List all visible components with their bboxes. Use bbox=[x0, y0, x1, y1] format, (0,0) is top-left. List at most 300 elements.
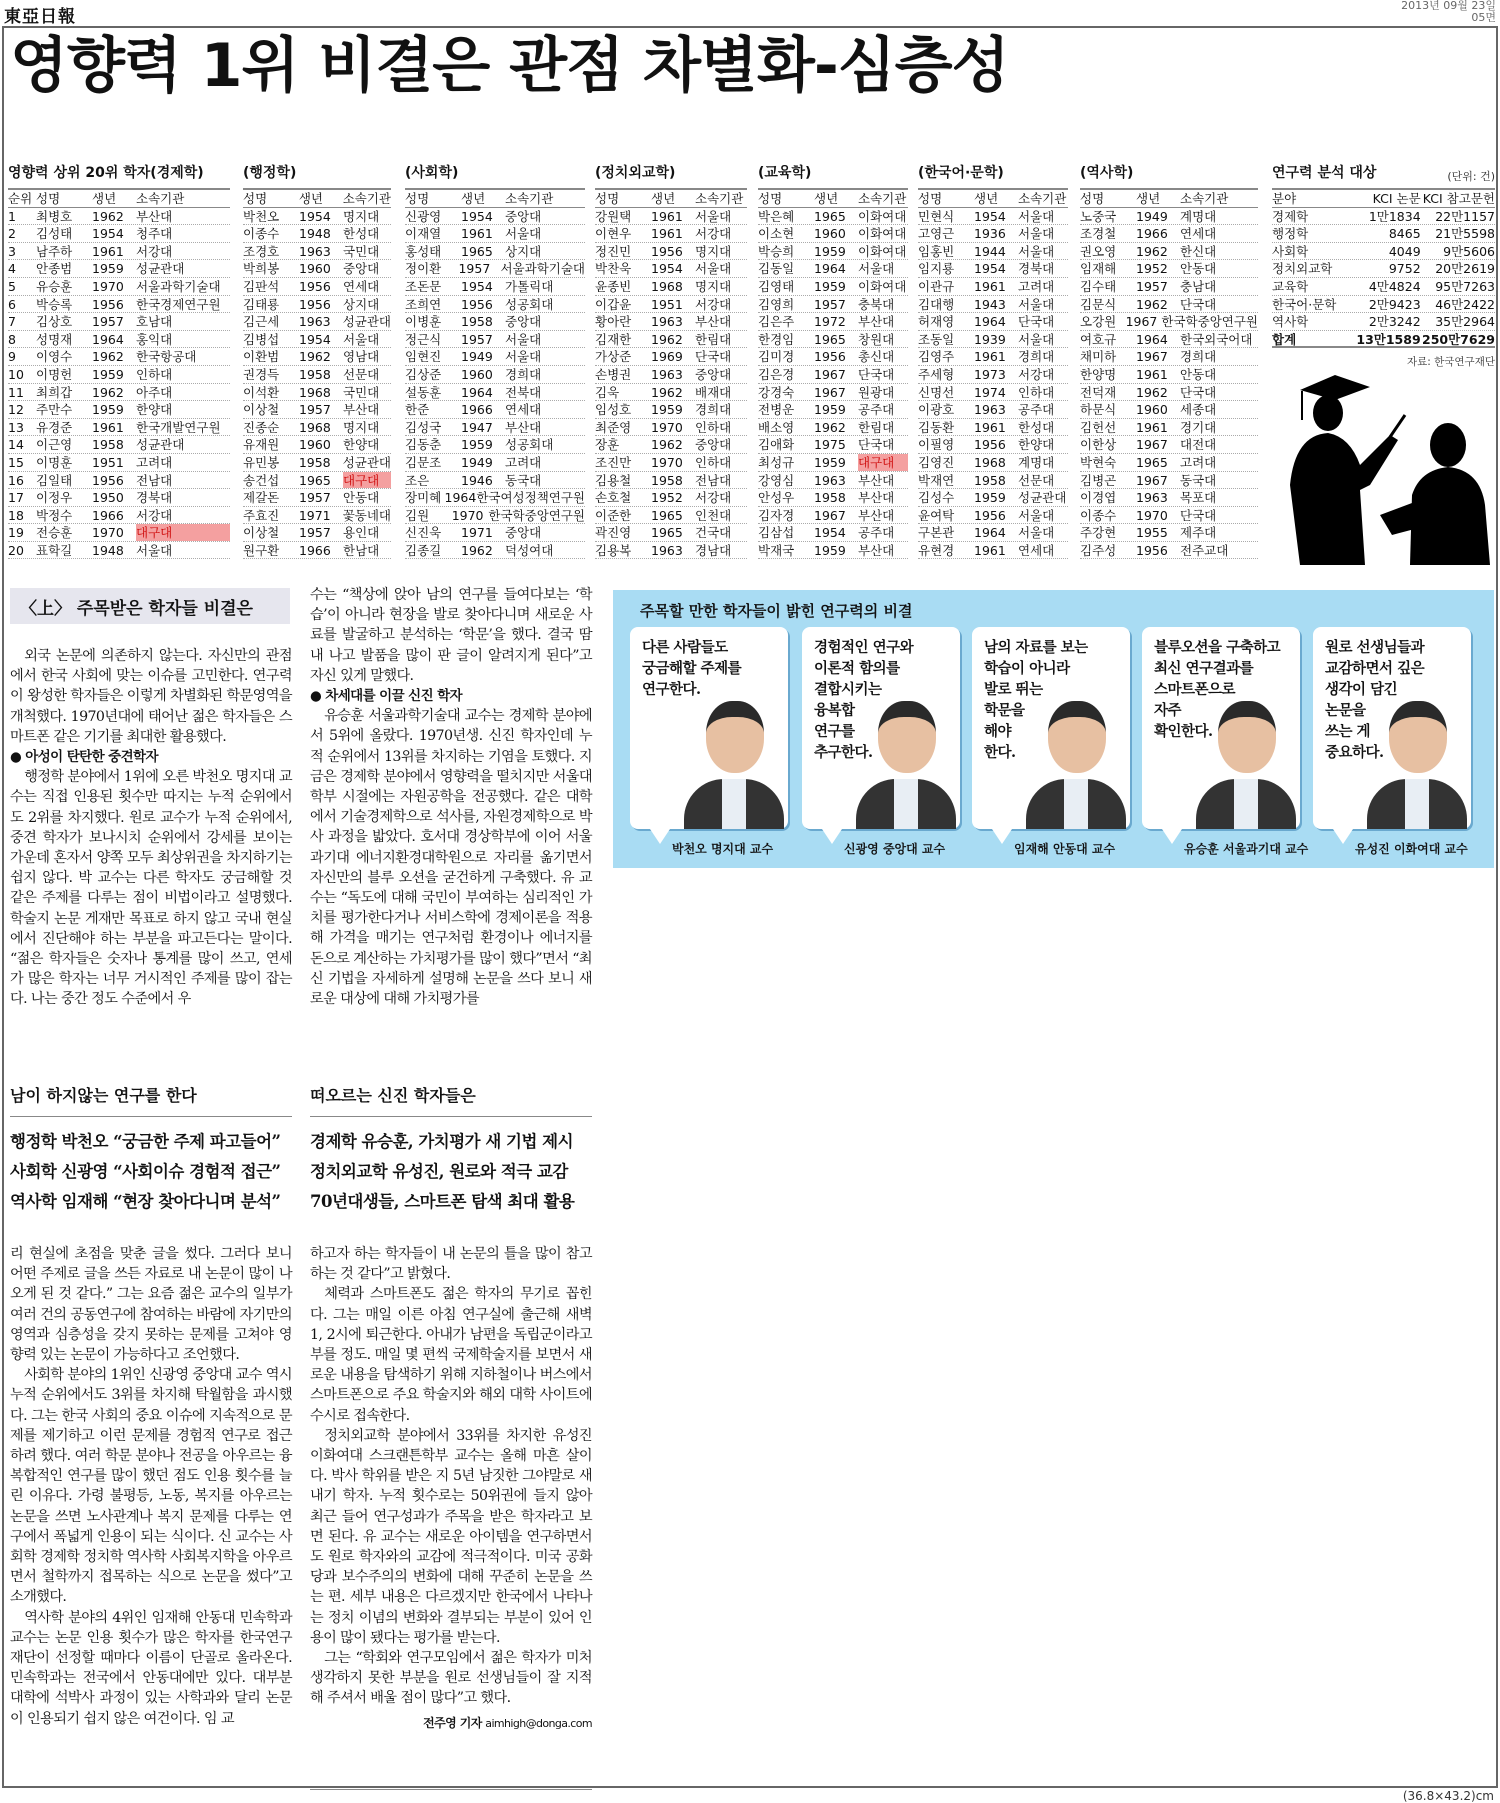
table-cell: 하문식 bbox=[1080, 402, 1117, 418]
table-cell: 1961 bbox=[974, 542, 1006, 558]
table-cell: 박은혜 bbox=[758, 208, 795, 224]
table-row bbox=[758, 419, 908, 437]
table-cell: 1954 bbox=[299, 331, 331, 347]
ranking-table bbox=[8, 162, 230, 559]
table-cell: 김수태 bbox=[1080, 278, 1117, 294]
table-cell: 1968 bbox=[974, 454, 1006, 470]
table-row bbox=[758, 278, 908, 296]
table-cell: 대구대 bbox=[343, 472, 391, 489]
table-cell: 김삼섭 bbox=[758, 525, 795, 541]
table-cell: 연세대 bbox=[505, 402, 542, 418]
table-cell: 행정학 bbox=[1272, 226, 1309, 242]
table-cell: 가상준 bbox=[595, 349, 632, 365]
table-cell: 고려대 bbox=[1018, 278, 1055, 294]
table-cell: 1954 bbox=[461, 208, 493, 224]
table-cell: 2 bbox=[8, 226, 16, 242]
table-cell: 민현식 bbox=[918, 208, 955, 224]
table-cell: 전주교대 bbox=[1180, 542, 1229, 558]
table-row bbox=[405, 225, 585, 243]
speech-bubble-tail bbox=[1331, 826, 1355, 844]
table-cell: 이재열 bbox=[405, 226, 442, 242]
table-row bbox=[918, 401, 1068, 419]
table-cell: 성균관대 bbox=[342, 454, 391, 470]
paragraph: 하고자 하는 학자들이 내 논문의 틀을 많이 참고하는 것 같다”고 밝혔다. bbox=[310, 1246, 592, 1283]
table-row bbox=[243, 472, 391, 490]
table-cell: 서울대 bbox=[695, 208, 732, 224]
table-cell: 1959 bbox=[814, 402, 846, 418]
table-cell: 1970 bbox=[92, 525, 124, 541]
table-cell: 이화여대 bbox=[858, 243, 907, 259]
table-cell: 김대행 bbox=[918, 296, 955, 312]
table-cell: 1967 bbox=[814, 384, 846, 400]
table-row bbox=[595, 225, 747, 243]
table-cell: 조경철 bbox=[1080, 226, 1117, 242]
table-cell: 박현숙 bbox=[1080, 454, 1117, 470]
table-cell: 정치외교학 bbox=[1272, 261, 1333, 277]
table-cell: 1962 bbox=[299, 349, 331, 365]
table-cell: 1960 bbox=[299, 437, 331, 453]
table-cell: 4만4824 bbox=[1368, 278, 1421, 294]
table-cell: 서울대 bbox=[1018, 296, 1055, 312]
table-cell: 김용철 bbox=[595, 472, 632, 488]
table-row bbox=[595, 419, 747, 437]
table-cell: 이화여대 bbox=[858, 208, 907, 224]
table-row bbox=[243, 296, 391, 314]
table-cell: 부산대 bbox=[858, 490, 895, 506]
table-cell: 김미경 bbox=[758, 349, 795, 365]
table-cell: 1971 bbox=[298, 507, 331, 523]
table-cell: 단국대 bbox=[1180, 296, 1217, 312]
table-cell: 선문대 bbox=[343, 366, 380, 382]
table-row bbox=[8, 331, 230, 349]
quote-card bbox=[1313, 627, 1471, 829]
table-row bbox=[595, 489, 747, 507]
table-cell: 세종대 bbox=[1180, 402, 1217, 418]
table-cell: 곽진영 bbox=[595, 525, 632, 541]
table-cell: 전승훈 bbox=[36, 525, 73, 541]
table-cell: 경기대 bbox=[1180, 419, 1217, 435]
table-cell: 16 bbox=[8, 472, 24, 488]
table-cell: 인천대 bbox=[695, 507, 732, 523]
table-cell: 부산대 bbox=[695, 314, 732, 330]
table-cell: 1961 bbox=[1136, 366, 1168, 382]
table-cell: 8 bbox=[8, 331, 16, 347]
table-cell: 호남대 bbox=[136, 314, 173, 330]
quote-text: 경험적인 연구와 이론적 함의를 결합시키는 융복합 연구를 추구한다. bbox=[814, 639, 914, 761]
table-cell: 안동대 bbox=[1180, 366, 1217, 382]
table-cell: 부산대 bbox=[858, 314, 895, 330]
table-cell: 부산대 bbox=[505, 419, 542, 435]
quote-card bbox=[972, 627, 1130, 829]
table-row bbox=[1080, 384, 1258, 402]
table-cell: 1958 bbox=[974, 472, 1006, 488]
table-row bbox=[1080, 454, 1258, 472]
column-header: 소속기관 bbox=[695, 191, 744, 206]
table-cell: 1959 bbox=[814, 243, 846, 259]
table-cell: 1946 bbox=[461, 472, 493, 488]
table-cell: 9 bbox=[8, 349, 16, 365]
table-row bbox=[8, 401, 230, 419]
table-cell: 창원대 bbox=[858, 331, 895, 347]
table-cell: 35만2964 bbox=[1435, 314, 1495, 330]
table-cell: 1972 bbox=[814, 314, 846, 330]
table-cell: 서강대 bbox=[1018, 366, 1055, 382]
series-label-text: 〈上〉 주목받은 학자들 비결은 bbox=[20, 599, 253, 619]
table-row bbox=[243, 313, 391, 331]
table-cell: 김태룡 bbox=[243, 296, 280, 312]
table-cell: 1959 bbox=[814, 278, 846, 294]
column-header: 성명 bbox=[1080, 191, 1105, 206]
table-cell: 한국어·문학 bbox=[1272, 296, 1337, 312]
table-cell: 김종길 bbox=[405, 542, 442, 558]
table-cell: 15 bbox=[8, 454, 24, 470]
table-row bbox=[595, 260, 747, 278]
table-cell: 김영희 bbox=[758, 296, 795, 312]
table-cell: 한림대 bbox=[695, 331, 732, 347]
table-cell: 1970 bbox=[92, 278, 124, 294]
table-row bbox=[595, 366, 747, 384]
table-cell: 1968 bbox=[299, 384, 331, 400]
table-cell: 250만7629 bbox=[1422, 331, 1495, 347]
table-cell: 1954 bbox=[974, 261, 1006, 277]
table-cell: 1949 bbox=[461, 349, 493, 365]
table-cell: 김영태 bbox=[758, 278, 795, 294]
table-cell: 김원 bbox=[405, 507, 430, 523]
table-row bbox=[405, 542, 585, 560]
table-row bbox=[1080, 208, 1258, 226]
table-cell: 1959 bbox=[92, 366, 124, 382]
table-cell: 1959 bbox=[92, 261, 124, 277]
table-cell: 박찬욱 bbox=[595, 261, 632, 277]
table-row bbox=[405, 436, 585, 454]
paragraph: 수는 “책상에 앉아 남의 연구를 들여다보는 ‘학습’이 아니라 현장을 발로 찾아다니며 새로운 사료를 발굴하고 분석하는 ‘학문’을 했다. 결국 땀내 나고 발품을 많이 판 글이 알려지게 된다”고 자신 있게 말했다. bbox=[310, 587, 592, 684]
table-cell: 1968 bbox=[299, 419, 331, 435]
table-row bbox=[595, 208, 747, 226]
table-row bbox=[918, 384, 1068, 402]
table-row bbox=[8, 243, 230, 261]
table-cell: 1959 bbox=[974, 490, 1006, 506]
table-cell: 성균관대 bbox=[1018, 490, 1067, 506]
table-row bbox=[405, 489, 585, 507]
table-row bbox=[8, 208, 230, 226]
table-cell: 1959 bbox=[92, 402, 124, 418]
table-row bbox=[8, 419, 230, 437]
table-cell: 1954 bbox=[299, 208, 331, 224]
table-cell: 12 bbox=[8, 402, 24, 418]
table-row bbox=[595, 454, 747, 472]
table-row bbox=[758, 243, 908, 261]
subheading: ● 아성이 탄탄한 중견학자 bbox=[10, 749, 158, 766]
table-cell: 신명선 bbox=[918, 384, 955, 400]
table-cell: 경희대 bbox=[1180, 349, 1217, 365]
table-row bbox=[1080, 524, 1258, 542]
table-cell: 1962 bbox=[1136, 384, 1168, 400]
table-title: (사회학) bbox=[405, 162, 585, 190]
table-row bbox=[405, 454, 585, 472]
table-row bbox=[8, 524, 230, 542]
table-cell: 13만1589 bbox=[1356, 331, 1421, 347]
table-row bbox=[405, 243, 585, 261]
table-cell: 김헌선 bbox=[1080, 419, 1117, 435]
table-title: (행정학) bbox=[243, 162, 391, 190]
table-cell: 부산대 bbox=[858, 542, 895, 558]
table-cell: 연세대 bbox=[343, 278, 380, 294]
table-cell: 김은경 bbox=[758, 366, 795, 382]
table-cell: 배재대 bbox=[695, 384, 732, 400]
table-cell: 서울대 bbox=[136, 542, 173, 558]
table-cell: 박재국 bbox=[758, 542, 795, 558]
table-cell: 1971 bbox=[461, 525, 493, 541]
table-row bbox=[1272, 225, 1495, 243]
table-cell: 전북대 bbox=[505, 384, 542, 400]
table-row bbox=[918, 524, 1068, 542]
table-row bbox=[595, 331, 747, 349]
table-cell: 한림대 bbox=[858, 419, 895, 435]
table-cell: 이한상 bbox=[1080, 437, 1117, 453]
table-row bbox=[758, 260, 908, 278]
table-row bbox=[758, 507, 908, 525]
table-row bbox=[758, 401, 908, 419]
table-row bbox=[243, 384, 391, 402]
table-cell: 1949 bbox=[461, 454, 493, 470]
table-cell: 유재원 bbox=[243, 437, 280, 453]
table-cell: 단국대 bbox=[858, 366, 895, 382]
table-cell: 이영수 bbox=[36, 349, 73, 365]
table-cell: 1961 bbox=[92, 243, 124, 259]
table-cell: 노중국 bbox=[1080, 208, 1117, 224]
table-cell: 1968 bbox=[651, 278, 683, 294]
table-cell: 충남대 bbox=[1180, 278, 1217, 294]
table-cell: 경북대 bbox=[136, 490, 173, 506]
table-cell: 1973 bbox=[974, 366, 1006, 382]
column-header: 분야 bbox=[1272, 191, 1297, 206]
table-cell: 1962 bbox=[92, 349, 124, 365]
table-cell: 이종수 bbox=[1080, 507, 1117, 523]
table-cell: 김자경 bbox=[758, 507, 795, 523]
table-cell: 1957 bbox=[458, 261, 491, 277]
table-cell: 1952 bbox=[651, 490, 683, 506]
table-cell: 1943 bbox=[974, 296, 1006, 312]
table-cell: 서울과학기술대 bbox=[500, 261, 585, 277]
summary-line: 사회학 신광영 “사회이슈 경험적 접근” bbox=[10, 1162, 281, 1181]
table-cell: 1954 bbox=[461, 278, 493, 294]
table-cell: 한국개발연구원 bbox=[136, 419, 221, 435]
table-cell: 김동환 bbox=[918, 419, 955, 435]
table-cell: 목포대 bbox=[1180, 490, 1217, 506]
table-cell: 홍익대 bbox=[136, 331, 173, 347]
table-cell: 고영근 bbox=[918, 226, 955, 242]
table-cell: 1959 bbox=[814, 454, 846, 470]
table-cell: 연세대 bbox=[1180, 226, 1217, 242]
reporter-email[interactable]: aimhigh@donga.com bbox=[485, 1716, 592, 1730]
table-cell: 상지대 bbox=[505, 243, 542, 259]
table-cell: 김판석 bbox=[243, 278, 280, 294]
paragraph: 유승훈 서울과학기술대 교수는 경제학 분야에서 5위에 올랐다. 1970년생. 신진 학자인데 누적 순위에서 13위를 차지하는 기염을 토했다. 지금은 경제학 분야에서 영향력을 떨치지만 서울대 학부 시절에는 자원공학을 전공했다. 같은 대학에서 기술경제학으로 석사를, 자원경제학으로 박사 과정을 밟았다. 호서대 경상학부에 이어 서울과기대 에너지환경대학원으로 자리를 옮기면서 자신만의 블루 오션을 굳건하게 구축했다. 유 교수는 “독도에 대해 국민이 부여하는 심리적인 가치를 평가한다거나 서비스학에 경제이론을 적용해 가격을 매기는 연구처럼 환경이나 에너지를 돈으로 계산하는 가치평가를 많이 했다”면서 “최신 기법을 자세하게 설명해 논문을 쓰다 보니 새로운 대상에 대해 가치평가를 bbox=[310, 708, 592, 1008]
table-cell: 신진욱 bbox=[405, 525, 442, 541]
table-cell: 1956 bbox=[974, 437, 1006, 453]
table-cell: 1959 bbox=[461, 437, 493, 453]
table-cell: 강경숙 bbox=[758, 384, 795, 400]
table-cell: 1956 bbox=[299, 296, 331, 312]
table-cell: 1958 bbox=[298, 454, 331, 470]
table-cell: 손호철 bbox=[595, 490, 632, 506]
table-cell: 이병훈 bbox=[405, 314, 442, 330]
table-title: (교육학) bbox=[758, 162, 908, 190]
table-cell: 8465 bbox=[1388, 226, 1421, 242]
table-row bbox=[1080, 472, 1258, 490]
column-header: 성명 bbox=[243, 191, 268, 206]
table-cell: 경희대 bbox=[1018, 349, 1055, 365]
table-cell: 김병곤 bbox=[1080, 472, 1117, 488]
table-row bbox=[595, 436, 747, 454]
table-cell: 1962 bbox=[1136, 243, 1168, 259]
table-cell: 14 bbox=[8, 437, 24, 453]
table-cell: 조은 bbox=[405, 472, 430, 488]
table-cell: 신광영 bbox=[405, 208, 442, 224]
column-header: 생년 bbox=[461, 191, 486, 206]
table-row bbox=[918, 208, 1068, 226]
table-row bbox=[918, 260, 1068, 278]
table-cell: 계명대 bbox=[1180, 208, 1217, 224]
table-row bbox=[405, 401, 585, 419]
table-cell: 1 bbox=[8, 208, 16, 224]
table-cell: 서울과학기술대 bbox=[136, 278, 221, 294]
table-cell: 김재한 bbox=[595, 331, 632, 347]
table-cell: 1936 bbox=[974, 226, 1006, 242]
table-cell: 1960 bbox=[1136, 402, 1168, 418]
table-row bbox=[918, 331, 1068, 349]
table-row bbox=[758, 489, 908, 507]
table-row bbox=[758, 472, 908, 490]
table-row bbox=[918, 243, 1068, 261]
table-cell: 남주하 bbox=[36, 243, 73, 259]
table-row bbox=[595, 401, 747, 419]
table-cell: 1954 bbox=[814, 525, 846, 541]
headline: 영향력 1위 비결은 관점 차별화-심층성 bbox=[10, 31, 1009, 101]
table-cell: 정근식 bbox=[405, 331, 442, 347]
table-row bbox=[243, 348, 391, 366]
table-header bbox=[1272, 190, 1495, 208]
table-cell: 1967 bbox=[1136, 349, 1168, 365]
table-cell: 설동훈 bbox=[405, 384, 442, 400]
table-cell: 강원택 bbox=[595, 208, 632, 224]
table-cell: 중앙대 bbox=[343, 261, 380, 277]
table-cell: 김영진 bbox=[918, 454, 955, 470]
table-cell: 서강대 bbox=[695, 226, 732, 242]
table-cell: 1939 bbox=[974, 331, 1006, 347]
table-cell: 전병운 bbox=[758, 402, 795, 418]
paragraph: 그는 “학회와 연구모임에서 젊은 학자가 미처 생각하지 못한 부분을 원로 선생님들이 잘 지적해 주셔서 배울 점이 많다”고 했다. bbox=[310, 1650, 592, 1707]
table-row bbox=[758, 331, 908, 349]
table-cell: 임성호 bbox=[595, 402, 632, 418]
table-cell: 이상철 bbox=[243, 402, 280, 418]
table-cell: 1948 bbox=[92, 542, 124, 558]
table-cell: 서울대 bbox=[1018, 226, 1055, 242]
table-cell: 안종범 bbox=[36, 261, 73, 277]
table-row bbox=[758, 454, 908, 472]
table-row bbox=[918, 507, 1068, 525]
table-row bbox=[1080, 313, 1258, 331]
quote-caption: 임재해 안동대 교수 bbox=[1014, 842, 1116, 856]
table-cell: 4049 bbox=[1388, 243, 1421, 259]
table-cell: 19 bbox=[8, 525, 24, 541]
table-cell: 1962 bbox=[1136, 296, 1168, 312]
table-cell: 중앙대 bbox=[695, 366, 732, 382]
quote-text: 남의 자료를 보는 학습이 아니라 발로 뛰는 학문을 해야 한다. bbox=[984, 639, 1088, 761]
kci-table-title bbox=[1272, 162, 1495, 190]
table-cell: 성균관대 bbox=[342, 314, 391, 330]
table-cell: 국민대 bbox=[343, 384, 380, 400]
table-cell: 단국대 bbox=[858, 437, 895, 453]
table-cell: 중앙대 bbox=[695, 437, 732, 453]
table-cell: 1964 bbox=[974, 314, 1006, 330]
table-cell: 1962 bbox=[92, 208, 124, 224]
table-cell: 이명헌 bbox=[36, 366, 73, 382]
table-cell: 인하대 bbox=[695, 419, 732, 435]
table-cell: 김은주 bbox=[758, 314, 795, 330]
table-title: (역사학) bbox=[1080, 162, 1258, 190]
table-cell: 최성규 bbox=[758, 454, 795, 470]
table-title: 영향력 상위 20위 학자(경제학) bbox=[8, 162, 230, 190]
table-row bbox=[405, 348, 585, 366]
column-header: 성명 bbox=[758, 191, 783, 206]
table-cell: 한양대 bbox=[1018, 437, 1055, 453]
table-cell: 구본관 bbox=[918, 525, 955, 541]
quote-caption: 유성진 이화여대 교수 bbox=[1355, 842, 1468, 856]
table-cell: 3 bbox=[8, 243, 16, 259]
table-cell: 1965 bbox=[814, 208, 846, 224]
table-row bbox=[405, 278, 585, 296]
table-cell: 조돈문 bbox=[405, 278, 442, 294]
table-cell: 1964 bbox=[814, 261, 846, 277]
ranking-table bbox=[243, 162, 391, 559]
quotes-panel-title: 주목할 만한 학자들이 밝힌 연구력의 비결 bbox=[640, 602, 913, 620]
table-cell: 중앙대 bbox=[505, 314, 542, 330]
table-cell: 1949 bbox=[1136, 208, 1168, 224]
article-column-3 bbox=[10, 1244, 292, 1790]
table-cell: 김문식 bbox=[1080, 296, 1117, 312]
table-cell: 임지룡 bbox=[918, 261, 955, 277]
table-cell: 성균관대 bbox=[136, 261, 185, 277]
table-cell: 1963 bbox=[651, 314, 683, 330]
table-row bbox=[243, 436, 391, 454]
summary-line: 역사학 임재해 “현장 찾아다니며 분석” bbox=[10, 1192, 281, 1211]
byline bbox=[310, 1713, 592, 1734]
table-cell: 서강대 bbox=[695, 296, 732, 312]
table-header bbox=[405, 190, 585, 208]
table-cell: 송건섭 bbox=[243, 472, 280, 488]
table-row bbox=[918, 542, 1068, 560]
paragraph: 행정학 분야에서 1위에 오른 박천오 명지대 교수는 직접 인용된 횟수만 따지는 누적 순위에서도 2위를 차지했다. 원로 교수가 누적 순위에서, 중견 학자가 보나시치 순위에서 강세를 보이는 가운데 혼자서 양쪽 모두 최상위권을 차지하기는 쉽지 않다. 박 교수는 다른 학자도 궁금해할 것 같은 주제를 다루는 점이 비법이라고 설명했다. 학술지 논문 게재만 목표로 하지 않고 국내 현실에서 진단해야 하는 부분을 파고든다는 말이다. “젊은 학자들은 숫자나 통계를 많이 쓰고, 연세가 많은 학자는 너무 거시적인 주제를 많이 잡는다. 나는 중간 정도 수준에서 우 bbox=[10, 769, 292, 1008]
table-row bbox=[918, 419, 1068, 437]
table-cell: 1964 bbox=[92, 331, 124, 347]
ranking-table bbox=[405, 162, 585, 559]
table-row bbox=[918, 472, 1068, 490]
table-cell: 한경임 bbox=[758, 331, 795, 347]
table-cell: 한국학중앙연구원 bbox=[1161, 314, 1258, 330]
table-row bbox=[8, 436, 230, 454]
table-title: (한국어·문학) bbox=[918, 162, 1068, 190]
table-cell: 서울대 bbox=[695, 261, 732, 277]
date-text: 2013년 09월 23일 bbox=[1401, 0, 1496, 12]
quote-caption: 신광영 중앙대 교수 bbox=[844, 842, 946, 856]
table-cell: 서울대 bbox=[858, 261, 895, 277]
table-cell: 대구대 bbox=[136, 524, 230, 541]
quotes-panel bbox=[613, 590, 1494, 868]
summary-line: 정치외교학 유성진, 원로와 적극 교감 bbox=[310, 1162, 568, 1181]
table-cell: 1957 bbox=[461, 331, 493, 347]
table-cell: 정진민 bbox=[595, 243, 632, 259]
